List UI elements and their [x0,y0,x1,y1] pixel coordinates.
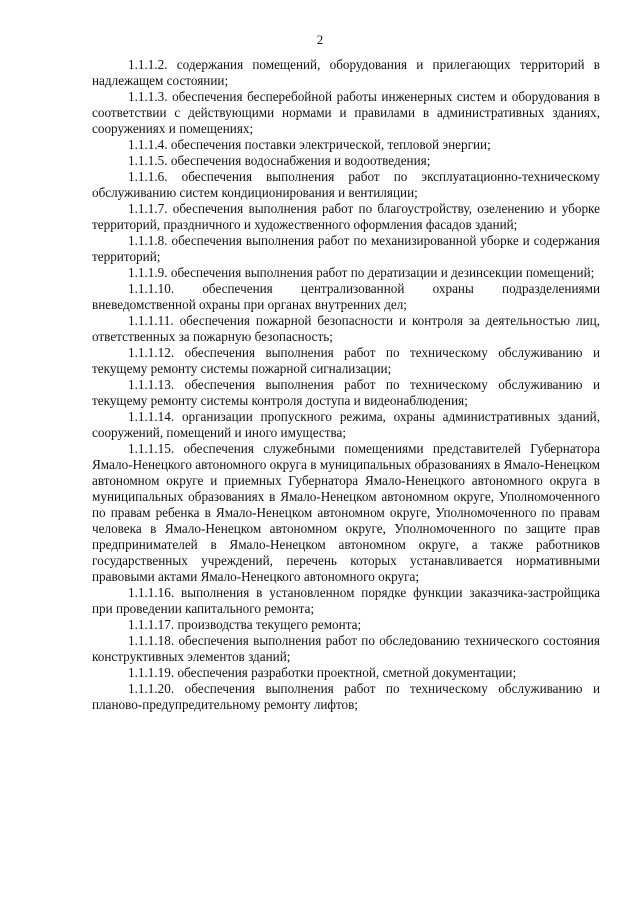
paragraph-1-1-1-12: 1.1.1.12. обеспечения выполнения работ по техническому обслуживанию и текущему ремонту системы пожарной сигнализации; [92,345,600,376]
paragraph-1-1-1-8: 1.1.1.8. обеспечения выполнения работ по механизированной уборке и содержания территорий; [92,233,600,264]
paragraph-1-1-1-19: 1.1.1.19. обеспечения разработки проектной, сметной документации; [128,665,517,680]
paragraph-1-1-1-15: 1.1.1.15. обеспечения служебными помещениями представителей Губернатора Ямало-Ненецкого автономного округа в муниципальных образованиях в Ямало-Ненецком автономном округе и приемных Губернатора Ямало-Ненецкого автономного округа в муниципальных образованиях в Ямало-Ненецком автономном округе, Уполномоченного по правам ребенка в Ямало-Ненецком автономном округе, Уполномоченного по правам человека в Ямало-Ненецком автономном округе, Уполномоченного по защите прав предпринимателей в Ямало-Ненецком автономном округе, а также работников государственных учреждений, перечень которых устанавливается нормативными правовыми актами Ямало-Ненецкого автономного округа; [92,441,600,584]
paragraph-1-1-1-20: 1.1.1.20. обеспечения выполнения работ по техническому обслуживанию и планово-предупредительному ремонту лифтов; [92,681,600,712]
paragraph-1-1-1-6: 1.1.1.6. обеспечения выполнения работ по эксплуатационно-техническому обслуживанию систем кондиционирования и вентиляции; [92,169,600,200]
paragraph-1-1-1-2: 1.1.1.2. содержания помещений, оборудования и прилегающих территорий в надлежащем состоянии; [92,57,600,88]
document-body [92,57,600,713]
paragraph-1-1-1-11: 1.1.1.11. обеспечения пожарной безопасности и контроля за деятельностью лиц, ответственных за пожарную безопасность; [92,313,600,344]
page-number: 2 [316,32,324,47]
paragraph-1-1-1-18: 1.1.1.18. обеспечения выполнения работ по обследованию технического состояния конструктивных элементов зданий; [92,633,600,664]
paragraph-1-1-1-7: 1.1.1.7. обеспечения выполнения работ по благоустройству, озеленению и уборке территорий, праздничного и художественного оформления фасадов зданий; [92,201,600,232]
paragraph-1-1-1-17: 1.1.1.17. производства текущего ремонта; [128,617,362,632]
paragraph-1-1-1-9: 1.1.1.9. обеспечения выполнения работ по дератизации и дезинсекции помещений; [128,265,595,280]
paragraph-1-1-1-16: 1.1.1.16. выполнения в установленном порядке функции заказчика-застройщика при проведении капитального ремонта; [92,585,600,616]
paragraph-1-1-1-10: 1.1.1.10. обеспечения централизованной охраны подразделениями вневедомственной охраны при органах внутренних дел; [92,281,600,312]
paragraph-1-1-1-14: 1.1.1.14. организации пропускного режима, охраны административных зданий, сооружений, помещений и иного имущества; [92,409,600,440]
paragraph-1-1-1-4: 1.1.1.4. обеспечения поставки электрической, тепловой энергии; [128,137,491,152]
paragraph-1-1-1-5: 1.1.1.5. обеспечения водоснабжения и водоотведения; [128,153,431,168]
paragraph-1-1-1-3: 1.1.1.3. обеспечения бесперебойной работы инженерных систем и оборудования в соответствии с действующими нормами и правилами в административных зданиях, сооружениях и помещениях; [92,89,600,136]
paragraph-1-1-1-13: 1.1.1.13. обеспечения выполнения работ по техническому обслуживанию и текущему ремонту системы контроля доступа и видеонаблюдения; [92,377,600,408]
